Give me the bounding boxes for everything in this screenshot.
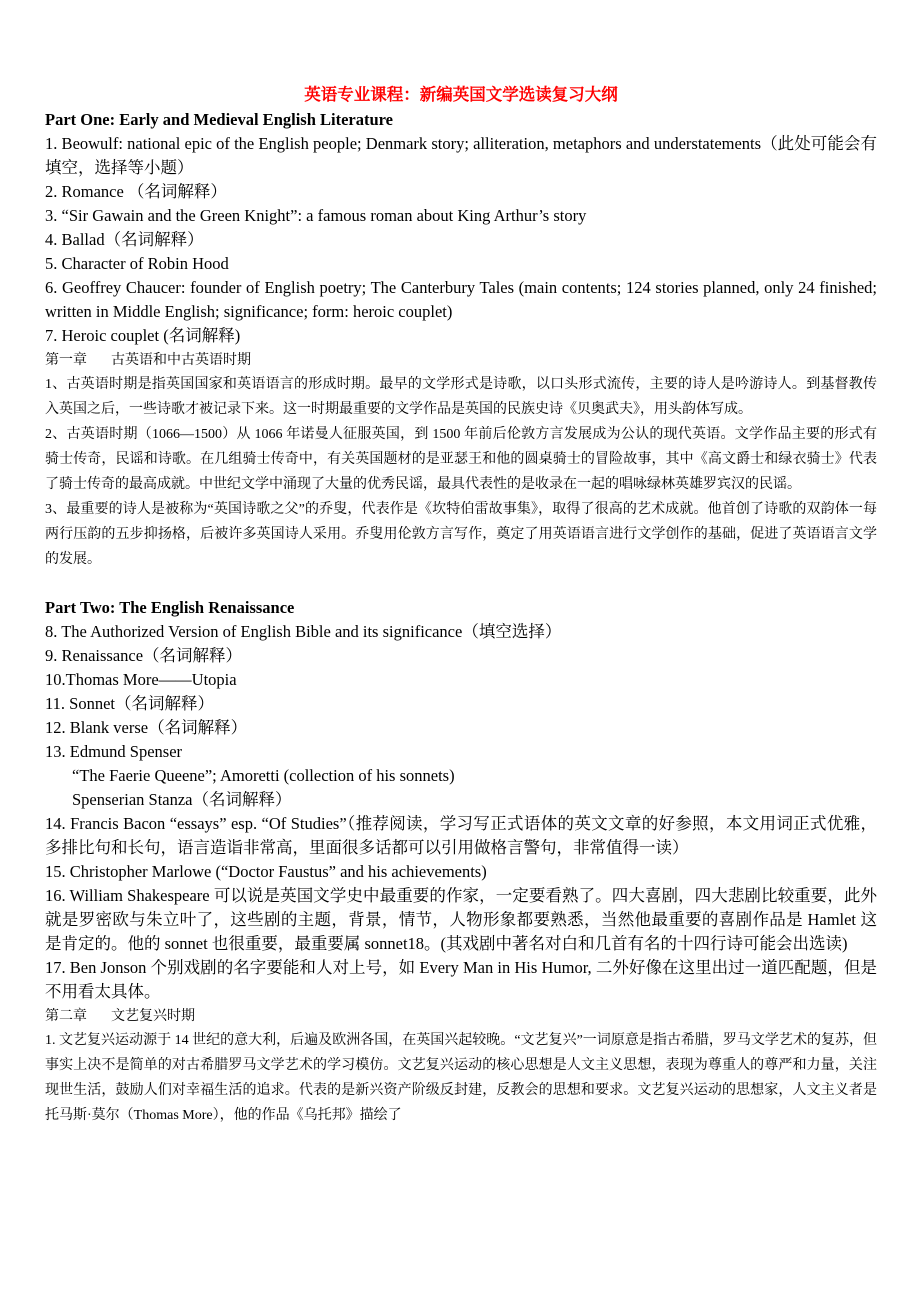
chapter-paragraph: 1. 文艺复兴运动源于 14 世纪的意大利，后遍及欧洲各国，在英国兴起较晚。“文艺复兴”一词原意是指古希腊，罗马文学艺术的复苏，但事实上决不是简单的对古希腊罗马文学艺术的学习模仿。文艺复兴运动的核心思想是人文主义思想，表现为尊重人的尊严和力量，关注现世生活，鼓励人们对幸福生活的追求。代表的是新兴资产阶级反封建，反教会的思想和要求。文艺复兴运动的思想家，人文主义者是托马斯·莫尔（Thomas More），他的作品《乌托邦》描绘了	[45, 1033, 877, 1123]
chapter-paragraph: 2、古英语时期（1066—1500）从 1066 年诺曼人征服英国，到 1500 年前后伦敦方言发展成为公认的现代英语。文学作品主要的形式有骑士传奇，民谣和诗歌。在几组骑士传奇中，有关英国题材的是亚瑟王和他的圆桌骑士的冒险故事，其中《高文爵士和绿衣骑士》代表了骑士传奇的最高成就。中世纪文学中涌现了大量的优秀民谣，最具代表性的是收录在一起的唱咏绿林英雄罗宾汉的民谣。	[45, 427, 877, 492]
outline-subitem: Spenserian Stanza（名词解释）	[72, 790, 292, 809]
outline-item: 6. Geoffrey Chaucer: founder of English poetry; The Canterbury Tales (main contents; 124 stories planned, only 24 finished; written in Middle English; significance; form: heroic couplet)	[45, 278, 877, 321]
chapter-one-heading	[45, 350, 877, 372]
outline-item: 12. Blank verse（名词解释）	[45, 718, 248, 737]
outline-item: 15. Christopher Marlowe (“Doctor Faustus” and his achievements)	[45, 862, 487, 881]
part-two-heading: Part Two: The English Renaissance	[45, 598, 295, 617]
outline-item: 11. Sonnet（名词解释）	[45, 694, 214, 713]
outline-item: 16. William Shakespeare 可以说是英国文学史中最重要的作家，一定要看熟了。四大喜剧，四大悲剧比较重要，此外就是罗密欧与朱立叶了，这些剧的主题，背景，情节，人物形象都要熟悉，当然他最重要的喜剧作品是 Hamlet 这是肯定的。他的 sonnet 也很重要，最重要属 sonnet18。(其戏剧中著名对白和几首有名的十四行诗可能会出选读)	[45, 886, 877, 953]
section-spacer	[45, 572, 877, 596]
chapter-paragraph: 1、古英语时期是指英国国家和英语语言的形成时期。最早的文学形式是诗歌，以口头形式流传，主要的诗人是吟游诗人。到基督教传入英国之后，一些诗歌才被记录下来。这一时期最重要的文学作品是英国的民族史诗《贝奥武夫》，用头韵体写成。	[45, 377, 877, 417]
chapter-title: 古英语和中古英语时期	[111, 353, 251, 368]
chapter-two-heading	[45, 1006, 877, 1028]
chapter-label: 第一章	[45, 353, 87, 368]
outline-item: 9. Renaissance（名词解释）	[45, 646, 243, 665]
part-one-heading: Part One: Early and Medieval English Literature	[45, 110, 394, 129]
outline-subitem: “The Faerie Queene”; Amoretti (collection of his sonnets)	[72, 766, 455, 785]
outline-item: 7. Heroic couplet (名词解释)	[45, 326, 241, 345]
outline-item: 4. Ballad（名词解释）	[45, 230, 204, 249]
document-title: 英语专业课程：新编英国文学选读复习大纲	[304, 85, 618, 104]
outline-item: 1. Beowulf: national epic of the English people; Denmark story; alliteration, metaphors and understatements（此处可能会有填空，选择等小题）	[45, 134, 877, 177]
outline-item: 2. Romance （名词解释）	[45, 182, 227, 201]
outline-item: 17. Ben Jonson 个别戏剧的名字要能和人对上号，如 Every Man in His Humor, 二外好像在这里出过一道匹配题，但是不用看太具体。	[45, 958, 877, 1001]
outline-item: 14. Francis Bacon “essays” esp. “Of Studies”（推荐阅读，学习写正式语体的英文文章的好参照，本文用词正式优雅，多排比句和长句，语言造诣非常高，里面很多话都可以引用做格言警句，非常值得一读）	[45, 814, 877, 857]
chapter-label: 第二章	[45, 1009, 87, 1024]
outline-item: 5. Character of Robin Hood	[45, 254, 229, 273]
document-page	[45, 82, 877, 1128]
outline-item: 13. Edmund Spenser	[45, 742, 183, 761]
outline-item: 10.Thomas More——Utopia	[45, 670, 237, 689]
chapter-paragraph: 3、最重要的诗人是被称为“英国诗歌之父”的乔叟，代表作是《坎特伯雷故事集》，取得了很高的艺术成就。他首创了诗歌的双韵体一每两行压韵的五步抑扬格，后被许多英国诗人采用。乔叟用伦敦方言写作，奠定了用英语语言进行文学创作的基础，促进了英语语言文学的发展。	[45, 502, 877, 567]
outline-item: 8. The Authorized Version of English Bible and its significance（填空选择）	[45, 622, 562, 641]
outline-item: 3. “Sir Gawain and the Green Knight”: a famous roman about King Arthur’s story	[45, 206, 587, 225]
chapter-title: 文艺复兴时期	[111, 1009, 195, 1024]
